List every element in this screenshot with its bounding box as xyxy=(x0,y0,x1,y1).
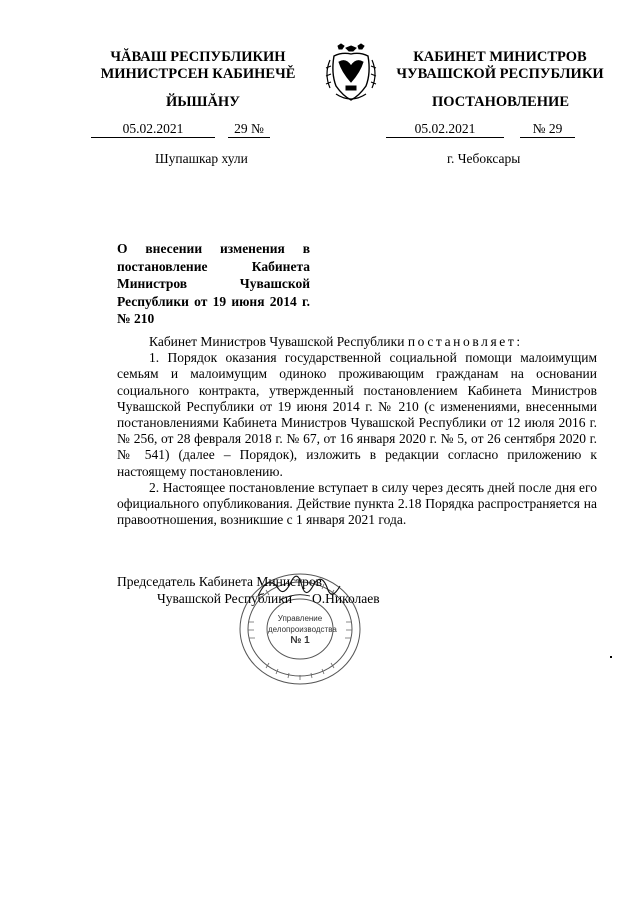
right-date: 05.02.2021 xyxy=(386,121,504,138)
handwritten-signature xyxy=(250,566,350,616)
stamp-center xyxy=(268,613,337,646)
body-intro-decree: постановляет: xyxy=(407,334,523,349)
body-intro xyxy=(117,334,597,350)
body-paragraph-2: 2. Настоящее постановление вступает в силу через десять дней после дня его официального опубликования. Действие пункта 2.18 Порядка распространяется на правоотношения, возникшие с 1 января 2021 года. xyxy=(117,479,597,528)
document-body xyxy=(117,334,597,528)
right-number: № 29 xyxy=(520,121,575,138)
header-left-line1: ЧĂВАШ РЕСПУБЛИКИН xyxy=(110,49,286,65)
signature-line2: Чувашской Республики xyxy=(157,591,293,606)
signature-name: О.Николаев xyxy=(312,591,380,606)
emblem-icon xyxy=(316,38,386,108)
header-right xyxy=(388,49,612,83)
header-left xyxy=(90,49,306,83)
left-number: 29 № xyxy=(228,121,270,138)
right-city: г. Чебоксары xyxy=(447,151,521,166)
stamp-line2: делопроизводства xyxy=(268,625,337,634)
stamp-line3: № 1 xyxy=(290,635,310,646)
header-right-line1: КАБИНЕТ МИНИСТРОВ xyxy=(413,49,587,65)
margin-mark xyxy=(610,656,612,658)
document-title: О внесении изменения в постановление Кабинета Министров Чувашской Республики от 19 июня 2014 г. № 210 xyxy=(117,241,310,326)
left-city: Шупашкар хули xyxy=(155,151,248,166)
left-doc-type: ЙЫШĂНУ xyxy=(166,94,240,110)
right-doc-type: ПОСТАНОВЛЕНИЕ xyxy=(432,94,570,110)
signature-line1: Председатель Кабинета Министров xyxy=(117,574,322,589)
stamp-line1: Управление xyxy=(277,614,323,623)
header-right-line2: ЧУВАШСКОЙ РЕСПУБЛИКИ xyxy=(396,66,604,82)
header-left-line2: МИНИСТРСЕН КАБИНЕЧĚ xyxy=(100,66,296,82)
body-paragraph-1: 1. Порядок оказания государственной социальной помощи малоимущим семьям и малоимущим одиноко проживающим гражданам на основании социального контракта, утвержденный постановлением Кабинета Министров Чувашской Республики от 19 июня 2014 г. № 210 (с изменениями, внесенными постановлениями Кабинета Министров Чувашской Республики от 12 июля 2016 г. № 256, от 28 февраля 2018 г. № 67, от 16 января 2020 г. № 5, от 26 сентября 2020 г. № 541) (далее – Порядок), изложить в редакции согласно приложению к настоящему постановлению. xyxy=(117,350,597,479)
left-date: 05.02.2021 xyxy=(91,121,215,138)
body-intro-text: Кабинет Министров Чувашской Республики xyxy=(149,334,405,349)
